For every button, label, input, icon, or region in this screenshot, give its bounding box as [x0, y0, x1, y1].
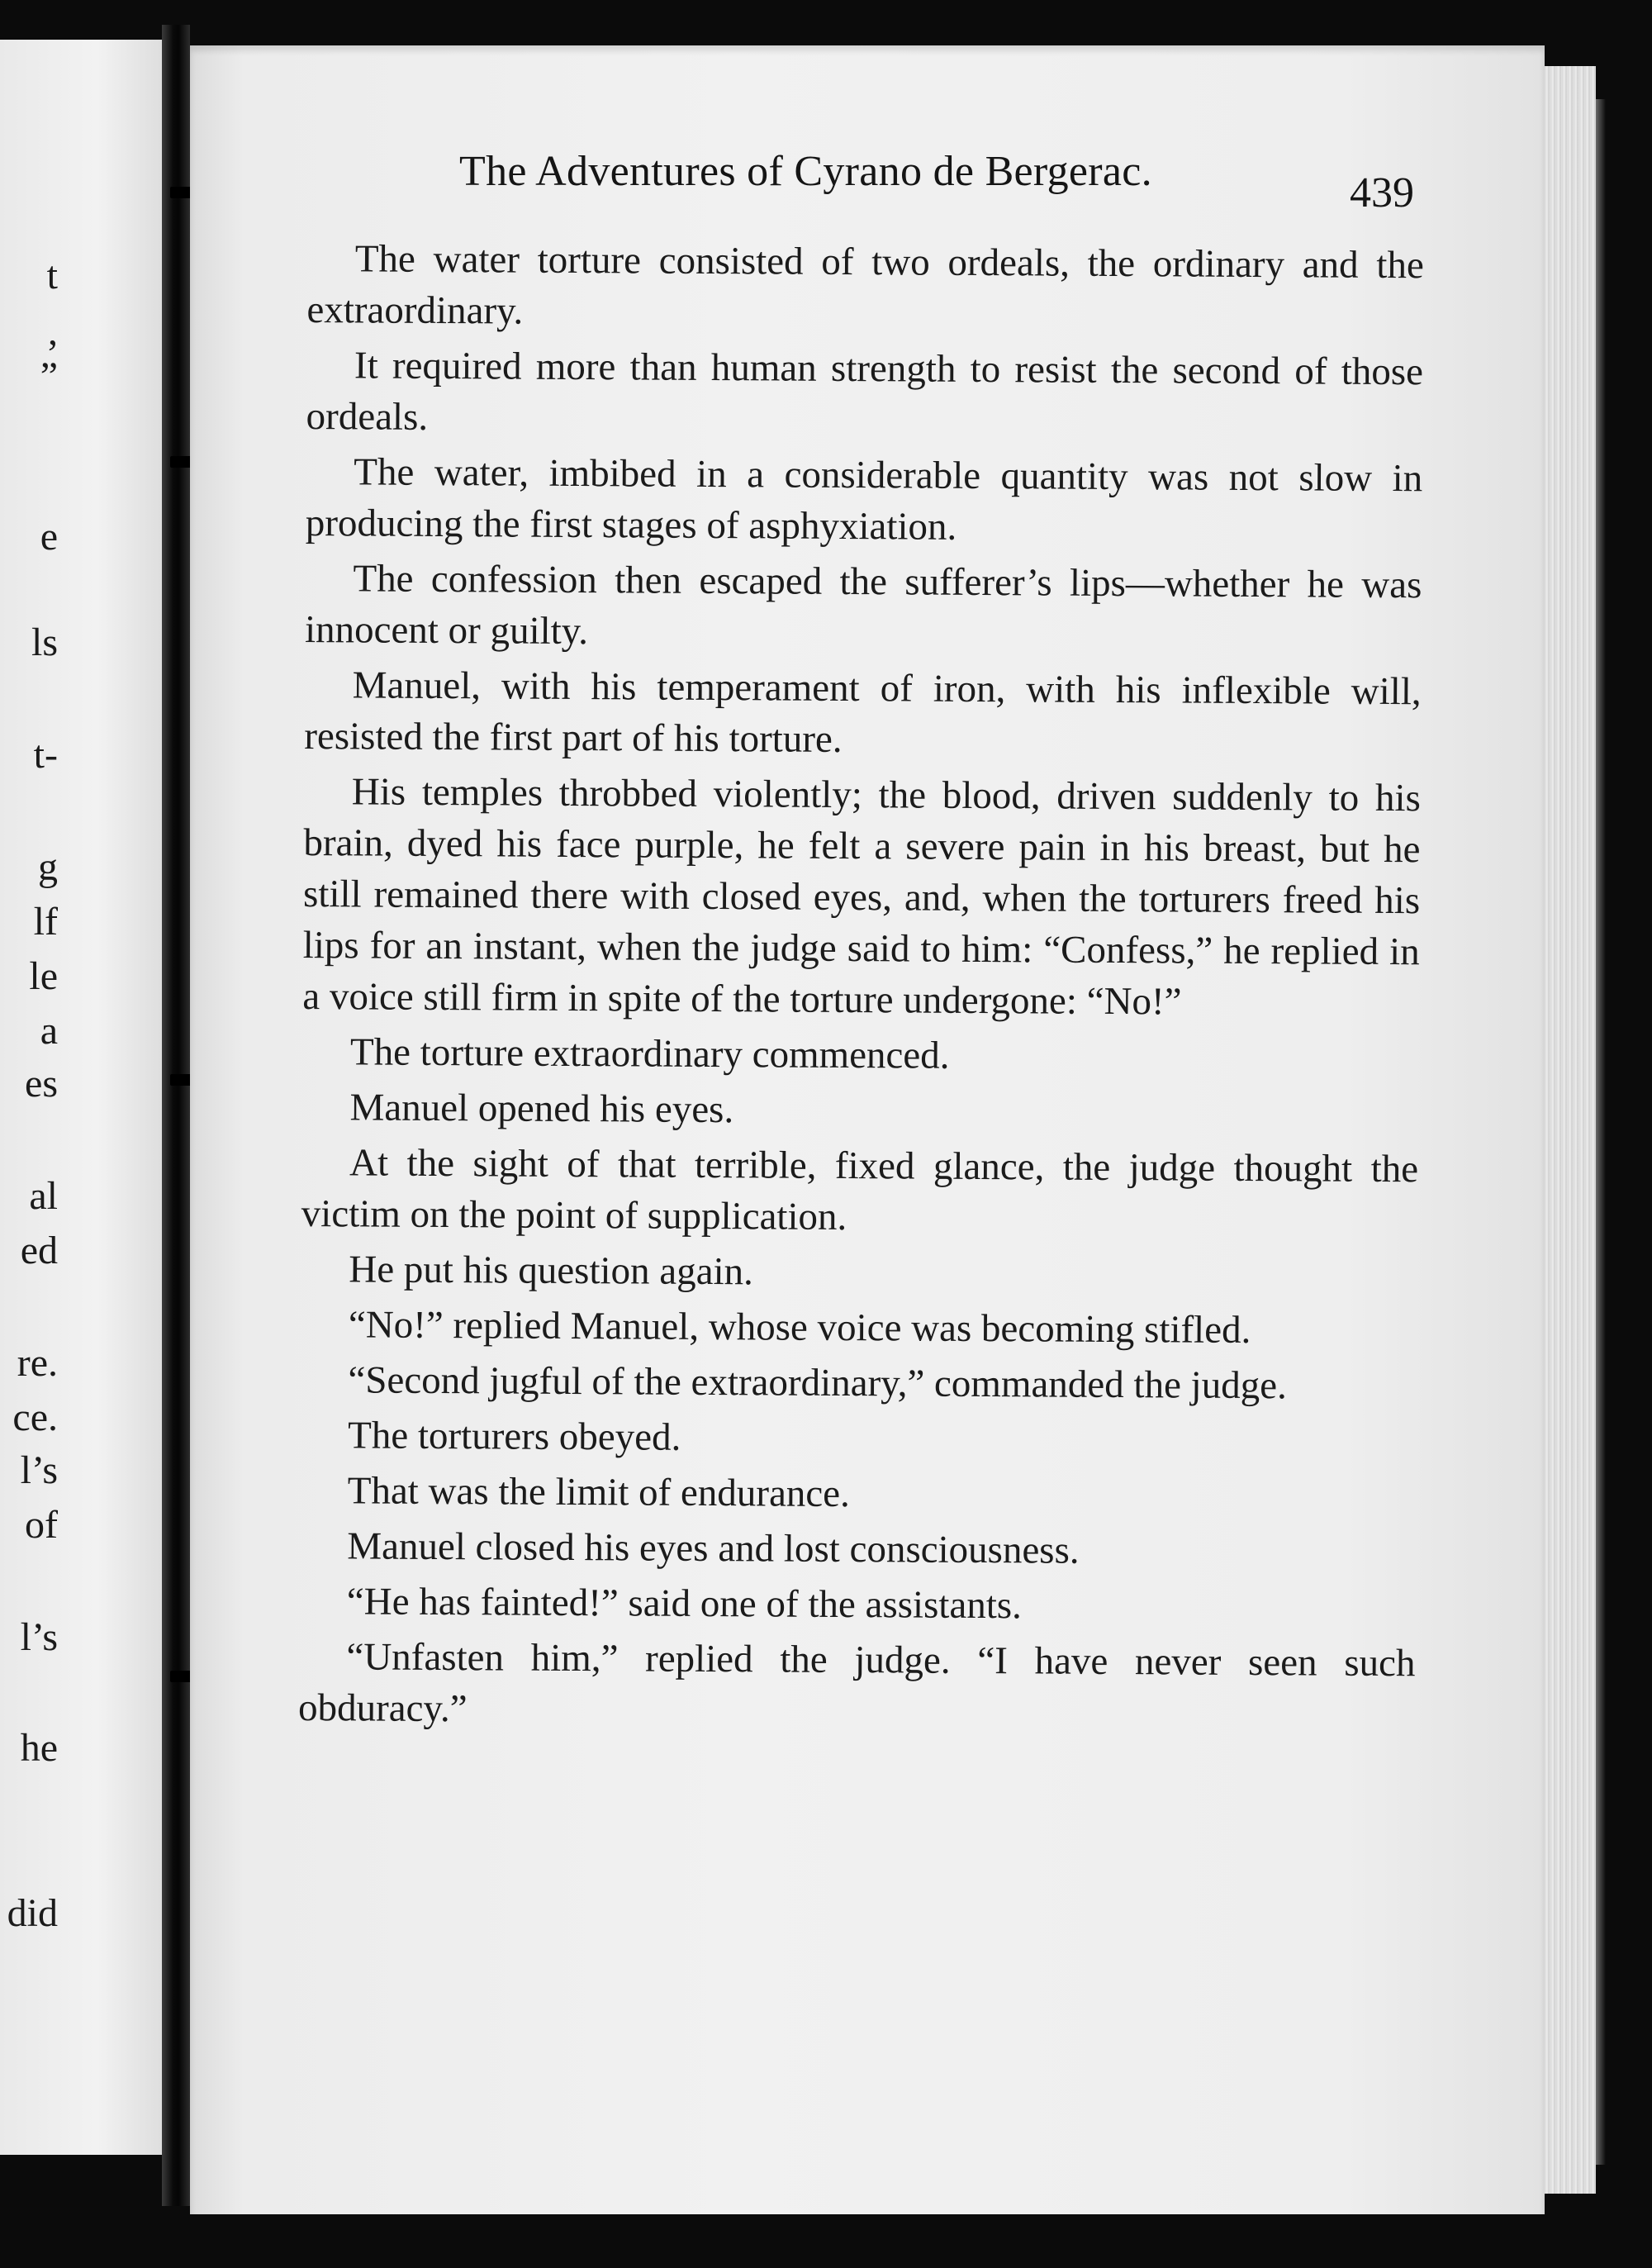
paragraph: At the sight of that terrible, fixed glance, the judge thought the victim on the point of supplication.	[301, 1141, 1419, 1239]
left-fragment: ls	[31, 620, 58, 664]
left-fragment: le	[29, 954, 58, 998]
left-fragment: l’s	[20, 1615, 58, 1659]
paragraph: “He has fainted!” said one of the assistants.	[346, 1580, 1023, 1628]
left-fragment: es	[25, 1062, 58, 1105]
left-fragment: re.	[17, 1341, 58, 1385]
left-fragment: ,	[48, 310, 58, 354]
left-facing-page	[0, 40, 162, 2155]
left-fragment: ce.	[12, 1396, 58, 1439]
left-fragment: did	[7, 1891, 58, 1935]
left-fragment: of	[25, 1503, 58, 1547]
left-fragment: t-	[33, 733, 58, 777]
paragraph: “Second jugful of the extraordinary,” commanded the judge.	[348, 1358, 1287, 1408]
left-fragment: e	[40, 515, 58, 559]
paragraph: The water, imbibed in a considerable quantity was not slow in producing the first stages of asphyxiation.	[305, 450, 1423, 549]
page-edges-shadow	[1596, 99, 1606, 2165]
left-fragment: a	[40, 1009, 58, 1053]
paragraph: “No!” replied Manuel, whose voice was becoming stifled.	[348, 1303, 1251, 1353]
paragraph: That was the limit of endurance.	[347, 1469, 851, 1516]
left-fragment: g	[38, 845, 58, 889]
left-fragment: al	[29, 1174, 58, 1218]
left-fragment: he	[20, 1726, 58, 1770]
paragraph: The torture extraordinary commenced.	[349, 1030, 950, 1077]
book-gutter	[162, 25, 190, 2206]
paragraph: He put his question again.	[349, 1248, 754, 1294]
running-title: The Adventures of Cyrano de Bergerac.	[459, 148, 1152, 195]
page-edges	[1545, 66, 1596, 2194]
paragraph: Manuel, with his temperament of iron, with his inflexible will, resisted the first part of his torture.	[304, 663, 1422, 761]
paragraph: The confession then escaped the sufferer’s lips—whether he was innocent or guilty.	[304, 557, 1422, 654]
left-fragment: ed	[20, 1229, 58, 1272]
paragraph: “Unfasten him,” replied the judge. “I have never seen such obduracy.”	[297, 1635, 1416, 1731]
paragraph: Manuel opened his eyes.	[349, 1086, 734, 1132]
page-number: 439	[1350, 169, 1414, 216]
paragraph: It required more than human strength to resist the second of those ordeals.	[306, 344, 1424, 439]
left-fragment: lf	[33, 900, 58, 944]
body-text	[298, 233, 1424, 1744]
paragraph: His temples throbbed violently; the blood, driven suddenly to his brain, dyed his face purple, he felt a severe pain in his breast, but he still remained there with closed eyes, and, when the torturers freed his lips for an instant, when the judge said to him: “Confess,” he replied in a voice still firm in spite of the torture undergone: “No!”	[302, 770, 1422, 1024]
left-fragment: ”	[40, 354, 58, 398]
paragraph: The torturers obeyed.	[347, 1414, 681, 1459]
paragraph: Manuel closed his eyes and lost consciousness.	[347, 1524, 1080, 1572]
paragraph: The water torture consisted of two ordeals, the ordinary and the extraordinary.	[306, 237, 1424, 333]
left-fragment: t	[46, 254, 58, 297]
left-fragment: l’s	[20, 1448, 58, 1492]
left-page-text-fragments	[0, 40, 162, 2155]
